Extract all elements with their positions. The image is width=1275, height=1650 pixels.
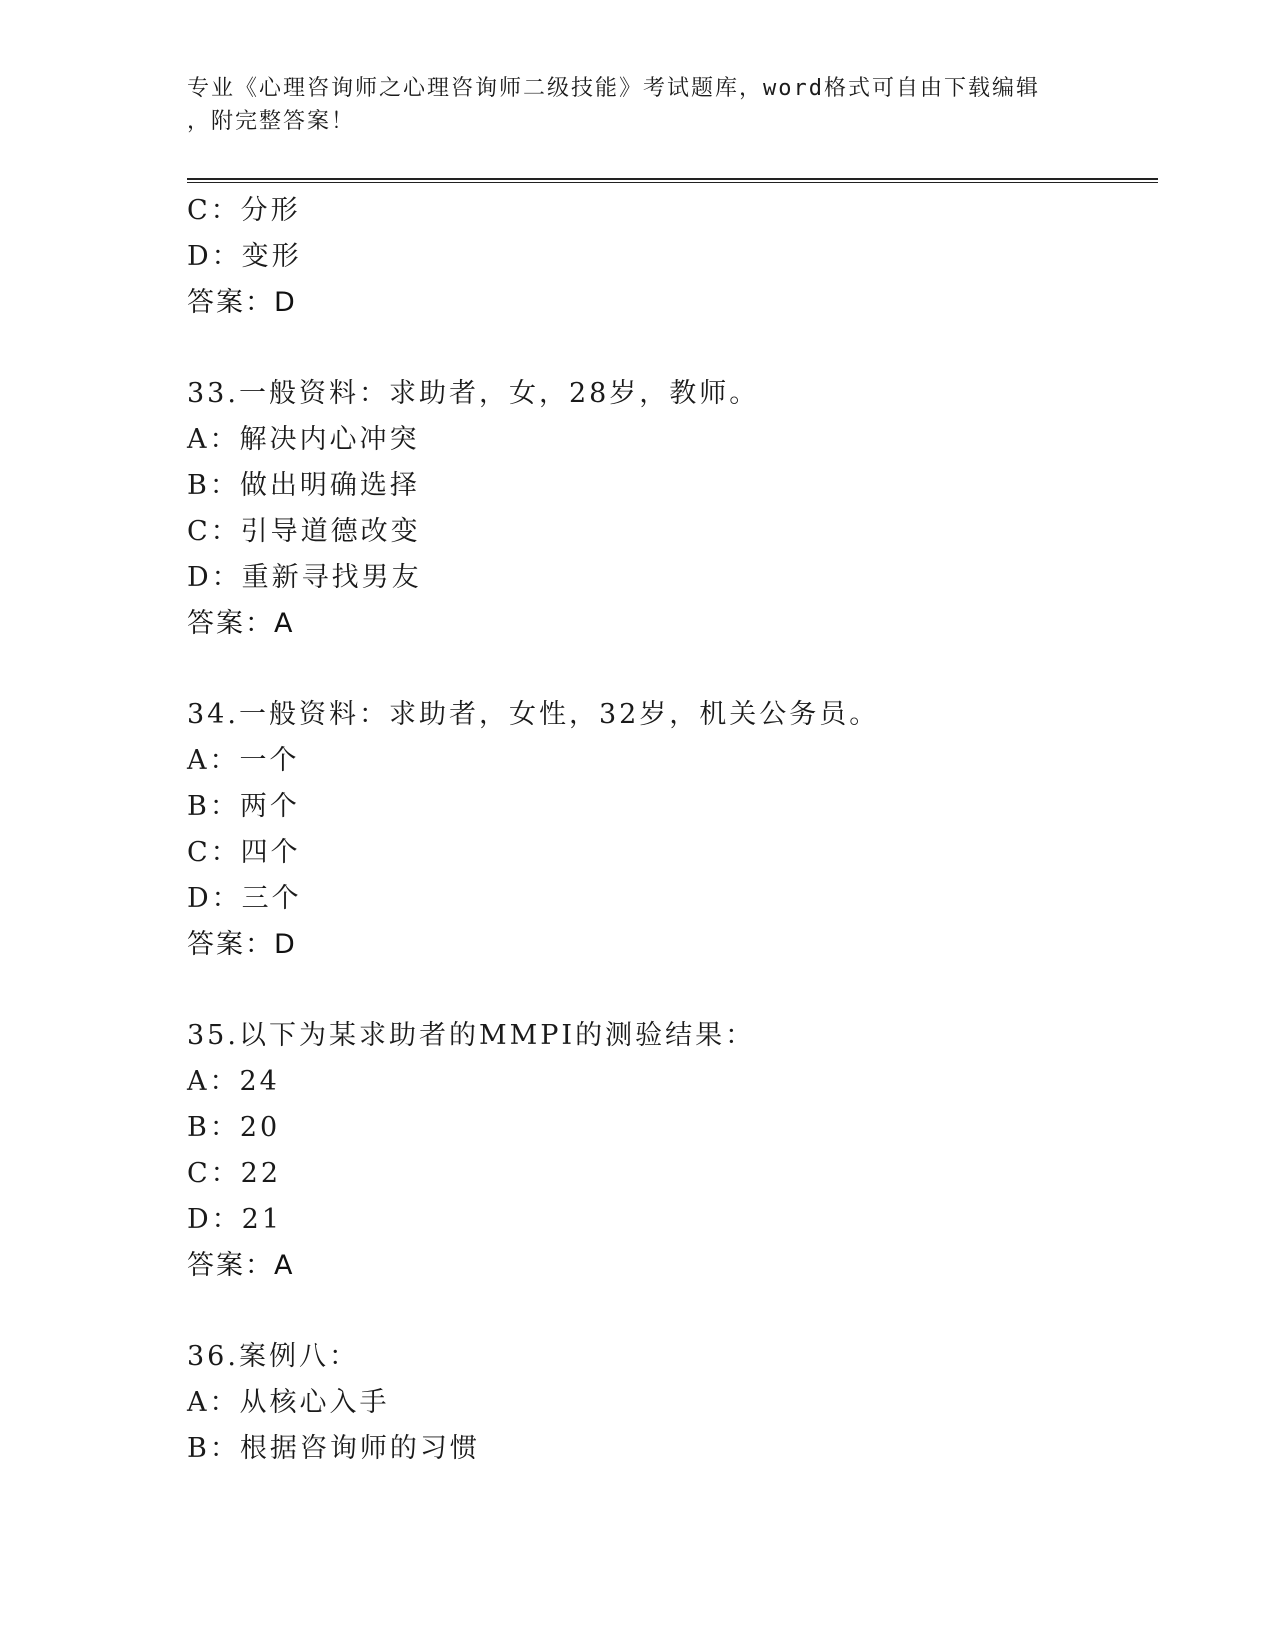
option-b: B：根据咨询师的习惯 xyxy=(187,1433,480,1464)
header-line-1: 专业《心理咨询师之心理咨询师二级技能》考试题库，word格式可自由下载编辑 xyxy=(187,76,1040,101)
option-b: B：两个 xyxy=(187,791,300,822)
spacer xyxy=(187,1289,1158,1334)
header-divider xyxy=(187,178,1158,183)
question-list xyxy=(187,188,1158,1472)
option-c: C：引导道德改变 xyxy=(187,516,421,547)
question-36 xyxy=(187,1334,1158,1472)
option-a: A：从核心入手 xyxy=(187,1387,390,1418)
question-stem: 36.案例八： xyxy=(187,1341,359,1372)
option-d: D：三个 xyxy=(187,883,302,914)
question-33 xyxy=(187,371,1158,647)
question-stem: 33.一般资料：求助者，女，28岁，教师。 xyxy=(187,378,760,409)
question-stem: 34.一般资料：求助者，女性，32岁，机关公务员。 xyxy=(187,699,880,730)
question-32-fragment xyxy=(187,188,1158,326)
option-d: D：21 xyxy=(187,1204,283,1235)
answer-label: 答案：A xyxy=(187,1250,295,1281)
option-c: C：四个 xyxy=(187,837,301,868)
option-a: A：24 xyxy=(187,1066,280,1097)
spacer xyxy=(187,647,1158,692)
option-d: D：变形 xyxy=(187,241,302,272)
document-header xyxy=(187,72,1067,138)
question-35 xyxy=(187,1013,1158,1289)
option-a: A：一个 xyxy=(187,745,300,776)
option-b: B：做出明确选择 xyxy=(187,470,420,501)
option-d: D：重新寻找男友 xyxy=(187,562,422,593)
spacer xyxy=(187,326,1158,371)
option-c: C：22 xyxy=(187,1158,282,1189)
option-b: B：20 xyxy=(187,1112,281,1143)
option-c: C：分形 xyxy=(187,195,301,226)
question-stem: 35.以下为某求助者的MMPI的测验结果： xyxy=(187,1020,756,1051)
spacer xyxy=(187,968,1158,1013)
header-line-2: ，附完整答案！ xyxy=(187,109,356,134)
option-a: A：解决内心冲突 xyxy=(187,424,420,455)
answer-label: 答案：A xyxy=(187,608,295,639)
answer-label: 答案：D xyxy=(187,287,297,318)
answer-label: 答案：D xyxy=(187,929,297,960)
question-34 xyxy=(187,692,1158,968)
